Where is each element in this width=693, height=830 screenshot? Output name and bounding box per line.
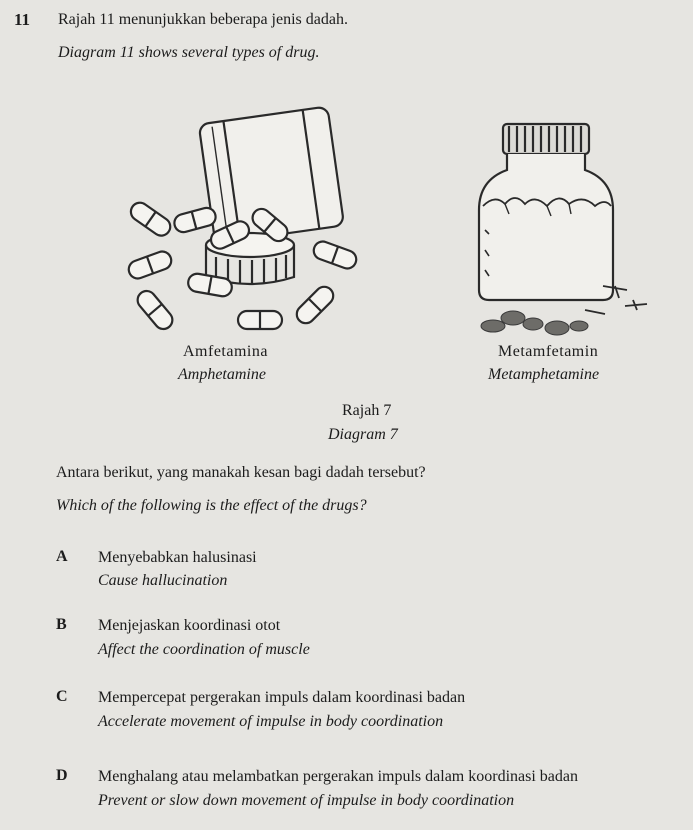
option-text-english: Prevent or slow down movement of impulse in body coordination bbox=[98, 792, 515, 809]
methamphetamine-label-malay: Metamfetamin bbox=[498, 343, 599, 360]
question-number: 11 bbox=[14, 10, 31, 29]
question-stem-english: Diagram 11 shows several types of drug. bbox=[58, 44, 320, 61]
prompt-english: Which of the following is the effect of the drugs? bbox=[56, 497, 367, 514]
option-text-malay: Menyebabkan halusinasi bbox=[98, 549, 257, 566]
option-letter: B bbox=[56, 616, 67, 633]
figure-caption-malay: Rajah 7 bbox=[342, 402, 392, 419]
option-text-malay: Menghalang atau melambatkan pergerakan impuls dalam koordinasi badan bbox=[98, 768, 578, 785]
option-letter: A bbox=[56, 548, 68, 565]
option-text-malay: Menjejaskan koordinasi otot bbox=[98, 617, 281, 634]
amphetamine-illustration bbox=[100, 105, 360, 335]
option-letter: D bbox=[56, 767, 68, 784]
option-text-english: Affect the coordination of muscle bbox=[98, 641, 310, 658]
option-text-malay: Mempercepat pergerakan impuls dalam koordinasi badan bbox=[98, 689, 466, 706]
methamphetamine-label-english: Metamphetamine bbox=[488, 366, 600, 383]
figure-caption-english: Diagram 7 bbox=[328, 426, 398, 443]
amphetamine-label-malay: Amfetamina bbox=[183, 343, 268, 360]
prompt-malay: Antara berikut, yang manakah kesan bagi dadah tersebut? bbox=[56, 464, 426, 481]
option-letter: C bbox=[56, 688, 68, 705]
option-text-english: Accelerate movement of impulse in body coordination bbox=[98, 713, 444, 730]
option-text-english: Cause hallucination bbox=[98, 572, 228, 589]
question-stem-malay: Rajah 11 menunjukkan beberapa jenis dadah. bbox=[58, 11, 348, 28]
amphetamine-label-english: Amphetamine bbox=[178, 366, 266, 383]
methamphetamine-illustration bbox=[465, 110, 655, 340]
